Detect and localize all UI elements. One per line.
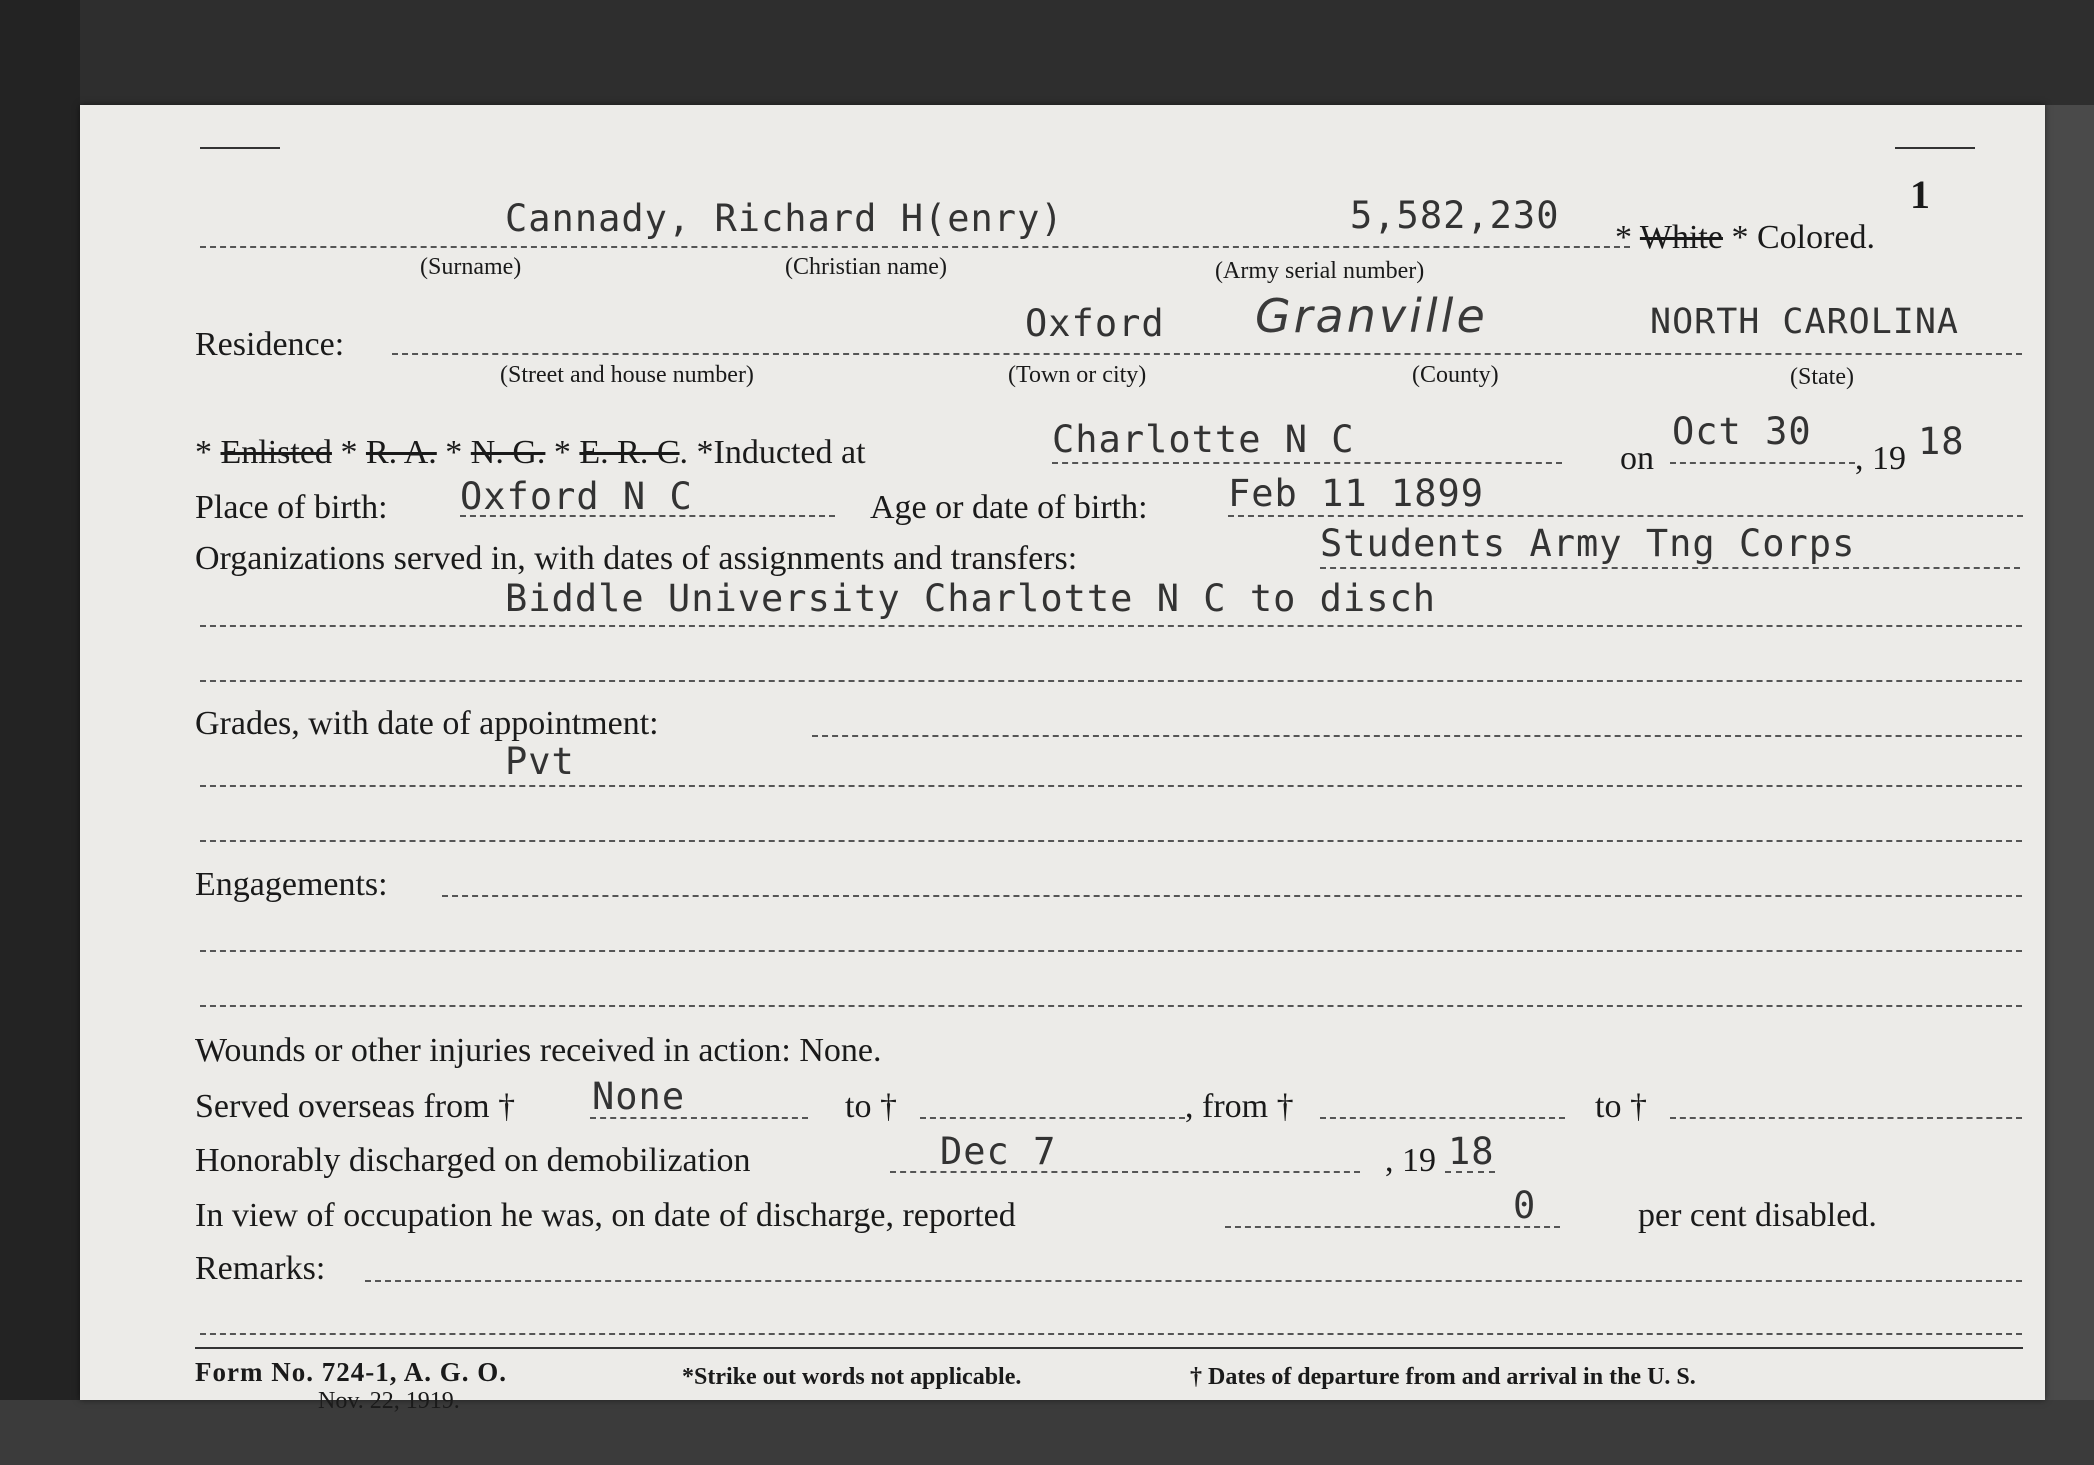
surname-christian-name: Cannady, Richard H(enry) bbox=[505, 197, 1064, 240]
induction-date: Oct 30 bbox=[1672, 410, 1812, 453]
overseas-to2-text: to bbox=[1595, 1088, 1622, 1125]
overseas-to-label: to † bbox=[845, 1088, 897, 1125]
remarks-line2-rule bbox=[200, 1333, 2022, 1335]
residence-county: Granville bbox=[1255, 289, 1488, 343]
overseas-to2-line bbox=[1670, 1117, 2022, 1119]
overseas-from2-label: , from † bbox=[1185, 1088, 1294, 1125]
ra-option: R. A. bbox=[365, 434, 437, 471]
residence-town: Oxford bbox=[1025, 302, 1165, 345]
erc-option: E. R. C bbox=[579, 434, 680, 471]
induction-year-prefix-text: 19 bbox=[1872, 440, 1906, 477]
service-record-card bbox=[80, 105, 2045, 1414]
race-white: White bbox=[1639, 219, 1723, 256]
organizations-line2: Biddle University Charlotte N C to disch bbox=[505, 577, 1437, 620]
organizations-label: Organizations served in, with dates of assignments and transfers: bbox=[195, 540, 1078, 577]
footnote-dates: † Dates of departure from and arrival in the U. S. bbox=[1190, 1364, 1696, 1390]
overseas-to-text: to bbox=[845, 1088, 872, 1125]
scanner-background-left bbox=[0, 0, 80, 1465]
induction-place: Charlotte N C bbox=[1052, 418, 1355, 461]
discharge-date: Dec 7 bbox=[940, 1130, 1057, 1173]
place-of-birth-line bbox=[460, 515, 835, 517]
date-of-birth-line bbox=[1228, 515, 2023, 517]
disability-label: In view of occupation he was, on date of discharge, reported bbox=[195, 1197, 1016, 1234]
form-date: Nov. 22, 1919. bbox=[318, 1388, 460, 1414]
organizations-line1-rule bbox=[1320, 567, 2020, 569]
footnote-dates-text: Dates of departure from and arrival in the U. S. bbox=[1208, 1364, 1696, 1390]
overseas-to2-label: to † bbox=[1595, 1088, 1647, 1125]
caption-christian-name: (Christian name) bbox=[785, 254, 947, 280]
race-colored: Colored. bbox=[1756, 219, 1876, 256]
enlisted-option: Enlisted bbox=[220, 434, 332, 471]
disability-value: 0 bbox=[1513, 1184, 1537, 1227]
footnote-strike: *Strike out words not applicable. bbox=[682, 1364, 1022, 1390]
grades-value: Pvt bbox=[505, 740, 575, 783]
engagements-line1-rule bbox=[442, 895, 2022, 897]
overseas-from2-line bbox=[1320, 1117, 1565, 1119]
discharge-year-prefix: , 19 bbox=[1385, 1142, 1436, 1179]
race-options: * White * Colored. bbox=[1615, 219, 1876, 256]
card-number: 1 bbox=[1910, 172, 1930, 217]
wounds-value: None. bbox=[799, 1032, 882, 1069]
overseas-label: Served overseas from † bbox=[195, 1088, 516, 1125]
engagements-line2-rule bbox=[200, 950, 2022, 952]
caption-surname: (Surname) bbox=[420, 254, 522, 280]
engagements-label: Engagements: bbox=[195, 866, 388, 903]
grades-line3-rule bbox=[200, 840, 2022, 842]
remarks-line1-rule bbox=[365, 1280, 2022, 1282]
footnote-strike-text: Strike out words not applicable. bbox=[694, 1364, 1022, 1390]
grades-line2-rule bbox=[200, 785, 2022, 787]
overseas-to-line bbox=[920, 1117, 1185, 1119]
residence-line bbox=[392, 353, 2022, 355]
overseas-value: None bbox=[592, 1075, 686, 1118]
induction-place-line bbox=[1052, 462, 1562, 464]
inducted-label: Inducted at bbox=[713, 434, 866, 471]
top-right-rule bbox=[1895, 147, 1975, 149]
footer-rule bbox=[195, 1347, 2023, 1349]
disability-suffix: per cent disabled. bbox=[1638, 1197, 1877, 1234]
disability-line bbox=[1225, 1226, 1560, 1228]
form-number: Form No. 724-1, A. G. O. bbox=[195, 1357, 507, 1387]
place-of-birth-label: Place of birth: bbox=[195, 489, 388, 526]
caption-state: (State) bbox=[1790, 364, 1854, 390]
induction-year-prefix: , 19 bbox=[1855, 440, 1906, 477]
name-line bbox=[200, 246, 1630, 248]
caption-street: (Street and house number) bbox=[500, 362, 754, 388]
organizations-line1: Students Army Tng Corps bbox=[1320, 522, 1856, 565]
wounds-label: Wounds or other injuries received in action: bbox=[195, 1032, 791, 1069]
overseas-from-line bbox=[590, 1117, 808, 1119]
wounds-line bbox=[195, 1034, 882, 1068]
age-label: Age or date of birth: bbox=[870, 489, 1148, 526]
date-of-birth: Feb 11 1899 bbox=[1228, 472, 1485, 515]
caption-serial-number: (Army serial number) bbox=[1215, 258, 1425, 284]
ng-option: N. G. bbox=[470, 434, 546, 471]
grades-line1-rule bbox=[812, 735, 2022, 737]
induction-year-suffix: 18 bbox=[1918, 420, 1965, 463]
army-serial-number: 5,582,230 bbox=[1350, 194, 1560, 237]
scanner-background-bottom bbox=[0, 1400, 2094, 1465]
caption-town: (Town or city) bbox=[1008, 362, 1147, 388]
residence-state: NORTH CAROLINA bbox=[1650, 302, 1960, 342]
organizations-line3-rule bbox=[200, 680, 2022, 682]
discharge-year-line bbox=[1445, 1171, 1495, 1173]
discharge-date-line bbox=[890, 1171, 1360, 1173]
top-left-rule bbox=[200, 147, 280, 149]
induction-on-label: on bbox=[1620, 440, 1654, 477]
place-of-birth: Oxford N C bbox=[460, 475, 693, 518]
engagements-line3-rule bbox=[200, 1005, 2022, 1007]
induction-date-line bbox=[1670, 462, 1855, 464]
discharge-year-suffix: 18 bbox=[1448, 1130, 1495, 1173]
overseas-label-text: Served overseas from bbox=[195, 1088, 490, 1125]
remarks-label: Remarks: bbox=[195, 1250, 326, 1287]
caption-county: (County) bbox=[1412, 362, 1499, 388]
scanner-background-top bbox=[0, 0, 2094, 105]
enlistment-options: * Enlisted * R. A. * N. G. * E. R. C. *Inducted at bbox=[195, 434, 866, 471]
grades-label: Grades, with date of appointment: bbox=[195, 705, 659, 742]
residence-label: Residence: bbox=[195, 326, 345, 363]
overseas-from2-text: , from bbox=[1185, 1088, 1269, 1125]
discharge-label: Honorably discharged on demobilization bbox=[195, 1142, 751, 1179]
organizations-line2-rule bbox=[200, 625, 2022, 627]
